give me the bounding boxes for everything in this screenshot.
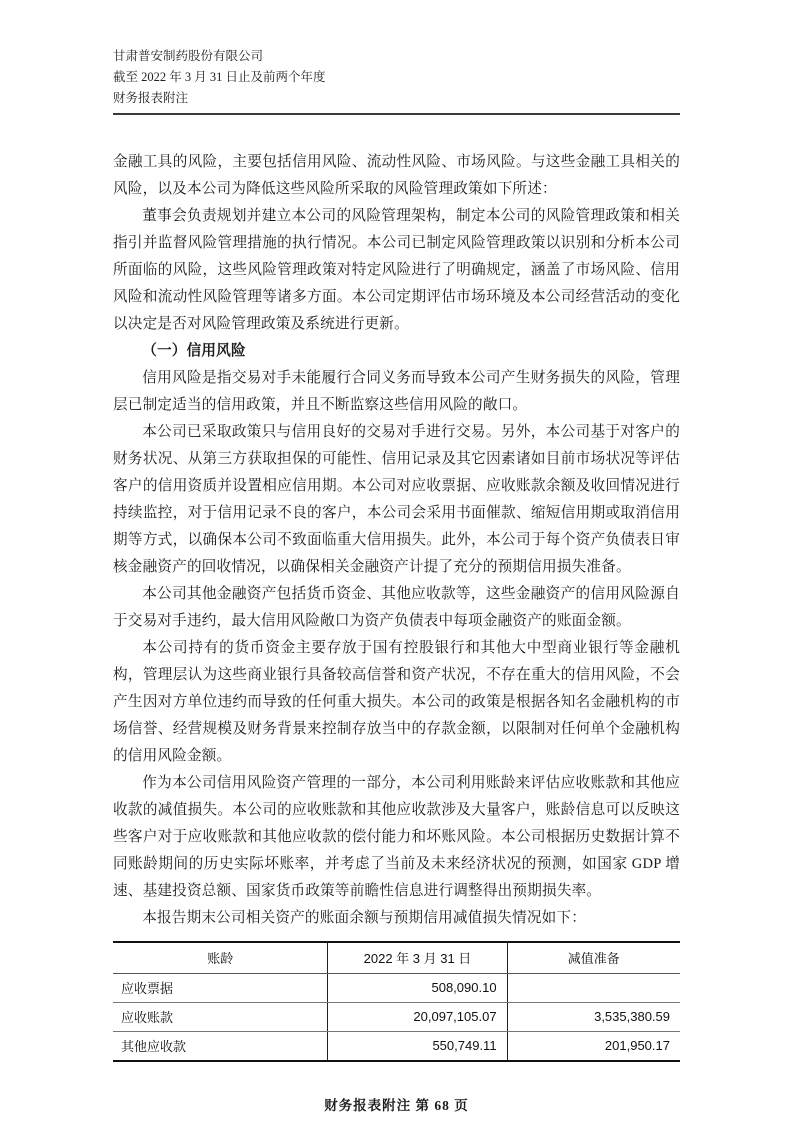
header-company-name: 甘肃普安制药股份有限公司 — [113, 49, 264, 63]
paragraph-aging-assessment: 作为本公司信用风险资产管理的一部分，本公司利用账龄来评估应收账款和其他应收款的减值损失。本公司的应收账款和其他应收款涉及大量客户，账龄信息可以反映这些客户对于应收账款和其他应收款的偿付能力和坏账风险。本公司根据历史数据计算不同账龄期间的历史实际坏账率，并考虑了当前及未来经济状况的预测，如国家 GDP 增速、基建投资总额、国家货币政策等前瞻性信息进行调整得出预期损失率。 — [113, 775, 680, 899]
row-label: 应收票据 — [113, 974, 328, 1003]
table-row-other-receivables — [113, 1032, 680, 1062]
footer-page-label: 财务报表附注 第 68 页 — [324, 1098, 469, 1113]
column-header-aging: 账龄 — [113, 942, 328, 974]
credit-impairment-table — [113, 941, 680, 1062]
paragraph-table-intro: 本报告期末公司相关资产的账面余额与预期信用减值损失情况如下： — [142, 910, 587, 926]
header-doc-title: 财务报表附注 — [113, 91, 189, 105]
paragraph-credit-policy: 本公司已采取政策只与信用良好的交易对手进行交易。另外，本公司基于对客户的财务状况、从第三方获取担保的可能性、信用记录及其它因素诸如目前市场状况等评估客户的信用资质并设置相应信用期。本公司对应收票据、应收账款余额及收回情况进行持续监控，对于信用记录不良的客户，本公司会采用书面催款、缩短信用期或取消信用期等方式，以确保本公司不致面临重大信用损失。此外，本公司于每个资产负债表日审核金融资产的回收情况，以确保相关金融资产计提了充分的预期信用损失准备。 — [113, 424, 680, 575]
section-heading-credit-risk: （一）信用风险 — [142, 343, 246, 359]
paragraph-bank-deposits: 本公司持有的货币资金主要存放于国有控股银行和其他大中型商业银行等金融机构，管理层认为这些商业银行具备较高信誉和资产状况，不存在重大的信用风险，不会产生因对方单位违约而导致的任何重大损失。本公司的政策是根据各知名金融机构的市场信誉、经营规模及财务背景来控制存放当中的存款金额，以限制对任何单个金融机构的信用风险金额。 — [113, 640, 680, 764]
paragraph-other-financial-assets: 本公司其他金融资产包括货币资金、其他应收款等，这些金融资产的信用风险源自于交易对手违约，最大信用风险敞口为资产负债表中每项金融资产的账面金额。 — [113, 586, 680, 629]
row-provision: 201,950.17 — [507, 1032, 680, 1062]
document-body — [113, 149, 680, 1114]
table-row-accounts-receivable — [113, 1003, 680, 1032]
header-period-line: 截至 2022 年 3 月 31 日止及前两个年度 — [113, 70, 326, 84]
row-provision — [507, 974, 680, 1003]
row-balance: 550,749.11 — [328, 1032, 507, 1062]
paragraph-credit-risk-definition: 信用风险是指交易对手未能履行合同义务而导致本公司产生财务损失的风险，管理层已制定适当的信用政策，并且不断监察这些信用风险的敞口。 — [113, 370, 680, 413]
page-footer — [113, 1094, 680, 1114]
column-header-balance-date: 2022 年 3 月 31 日 — [328, 942, 507, 974]
row-label: 其他应收款 — [113, 1032, 328, 1062]
header-rule — [113, 113, 680, 115]
row-balance: 20,097,105.07 — [328, 1003, 507, 1032]
paragraph-financial-instrument-risk: 金融工具的风险，主要包括信用风险、流动性风险、市场风险。与这些金融工具相关的风险，以及本公司为降低这些风险所采取的风险管理政策如下所述： — [113, 154, 680, 197]
row-label: 应收账款 — [113, 1003, 328, 1032]
row-provision: 3,535,380.59 — [507, 1003, 680, 1032]
column-header-provision: 减值准备 — [507, 942, 680, 974]
paragraph-board-responsibility: 董事会负责规划并建立本公司的风险管理架构，制定本公司的风险管理政策和相关指引并监督风险管理措施的执行情况。本公司已制定风险管理政策以识别和分析本公司所面临的风险，这些风险管理政策对特定风险进行了明确规定，涵盖了市场风险、信用风险和流动性风险管理等诸多方面。本公司定期评估市场环境及本公司经营活动的变化以决定是否对风险管理政策及系统进行更新。 — [113, 208, 680, 332]
page-header — [113, 46, 680, 109]
table-row-notes-receivable — [113, 974, 680, 1003]
row-balance: 508,090.10 — [328, 974, 507, 1003]
table-header-row — [113, 942, 680, 974]
